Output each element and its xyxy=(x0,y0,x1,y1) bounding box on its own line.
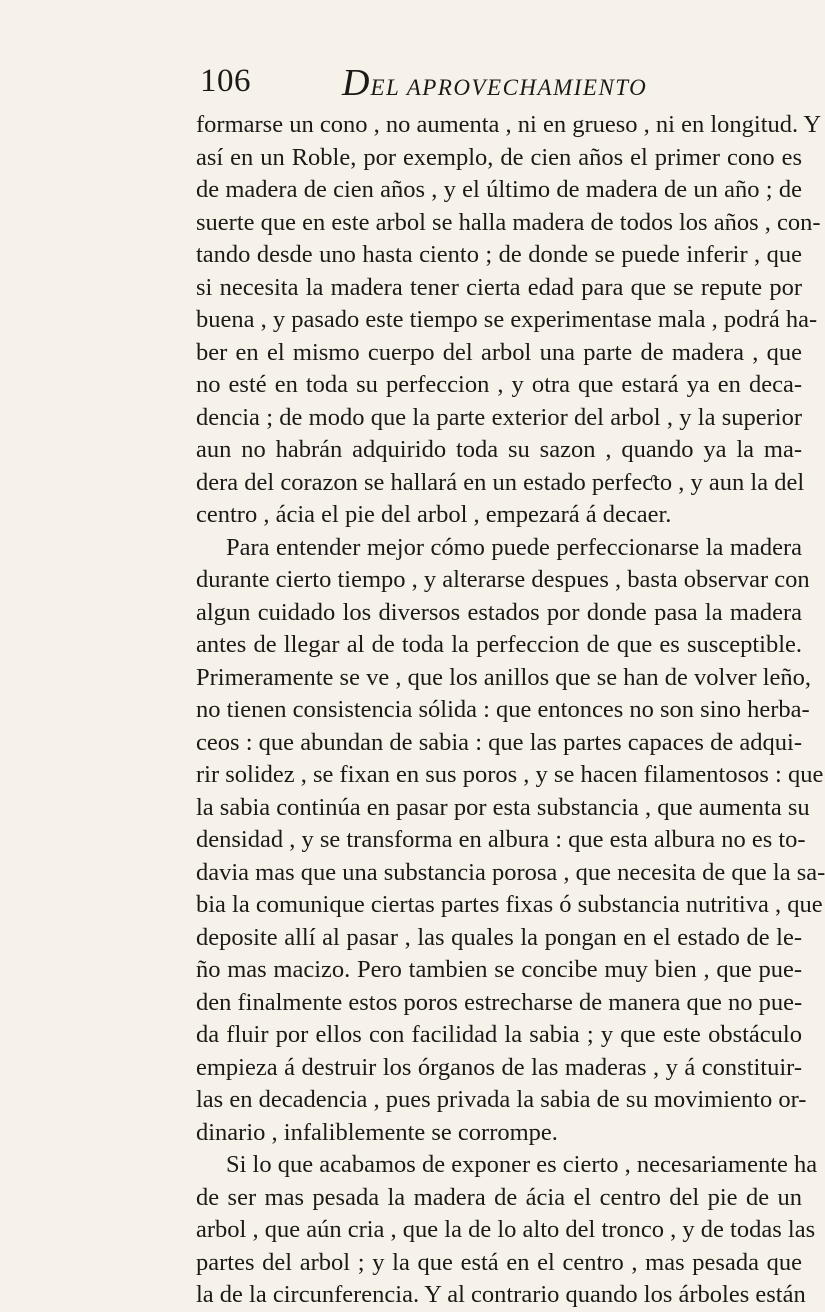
text-line: aun no habrán adquirido toda su sazon , quando ya la ma- xyxy=(196,436,802,463)
text-line: antes de llegar al de toda la perfeccion de que es susceptible. xyxy=(196,631,802,658)
running-title-initial: D xyxy=(342,62,371,104)
running-title-part-1: EL xyxy=(370,75,407,100)
text-line: no tienen consistencia sólida : que entonces no son sino herba- xyxy=(196,696,810,723)
running-title-part-2: APROVECHAMIENTO xyxy=(406,75,648,100)
text-line: deposite allí al pasar , las quales la pongan en el estado de le- xyxy=(196,923,802,951)
text-line: ber en el mismo cuerpo del arbol una parte de madera , que xyxy=(196,338,802,366)
paragraph-start-line: Si lo que acabamos de exponer es cierto , necesariamente ha xyxy=(226,1151,818,1178)
text-line: de ser mas pesada la madera de ácia el centro del pie de un xyxy=(196,1183,802,1211)
text-line: no esté en toda su perfeccion , y otra que estará ya en deca- xyxy=(196,371,802,398)
text-line: durante cierto tiempo , y alterarse despues , basta observar con xyxy=(196,566,810,593)
text-line: dencia ; de modo que la parte exterior del arbol , y la superior xyxy=(196,403,802,431)
text-line: arbol , que aún cria , que la de lo alto del tronco , y de todas las xyxy=(196,1216,816,1243)
page-number: 106 xyxy=(200,63,251,99)
text-line: davia mas que una substancia porosa , que necesita de que la sa- xyxy=(196,858,825,886)
text-line: buena , y pasado este tiempo se experimentase mala , podrá ha- xyxy=(196,306,818,333)
text-line: suerte que en este arbol se halla madera de todos los años , con- xyxy=(196,208,821,236)
text-line: la de la circunferencia. Y al contrario quando los árboles están xyxy=(196,1281,806,1308)
text-line: formarse un cono , no aumenta , ni en grueso , ni en longitud. Y xyxy=(196,111,822,138)
text-line: den finalmente estos poros estrecharse de manera que no pue- xyxy=(196,988,803,1016)
text-line: dinario , infaliblemente se corrompe. xyxy=(196,1118,558,1146)
text-line: rir solidez , se fixan en sus poros , y se hacen filamentosos : que xyxy=(196,761,824,788)
text-line: Primeramente se ve , que los anillos que se han de volver leño, xyxy=(196,663,812,691)
text-line: densidad , y se transforma en albura : que esta albura no es to- xyxy=(196,826,806,853)
paragraph-start-line: Para entender mejor cómo puede perfeccionarse la madera xyxy=(226,533,802,561)
running-title xyxy=(342,61,647,105)
text-line: centro , ácia el pie del arbol , empezará á decaer. xyxy=(196,501,672,528)
text-line: partes del arbol ; y la que está en el centro , mas pesada que xyxy=(196,1248,802,1276)
text-line: tando desde uno hasta ciento ; de donde se puede inferir , que xyxy=(196,241,802,268)
text-line: así en un Roble, por exemplo, de cien años el primer cono es xyxy=(196,143,802,171)
text-line: da fluir por ellos con facilidad la sabia ; y que este obstáculo xyxy=(196,1021,802,1048)
text-line: ceos : que abundan de sabia : que las partes capaces de adqui- xyxy=(196,728,802,756)
text-line: empieza á destruir los órganos de las maderas , y á constituir- xyxy=(196,1053,802,1081)
text-line: de madera de cien años , y el último de madera de un año ; de xyxy=(196,176,802,203)
text-line: algun cuidado los diversos estados por donde pasa la madera xyxy=(196,598,802,626)
text-line: bia la comunique ciertas partes fixas ó substancia nutritiva , que xyxy=(196,891,823,918)
text-line: la sabia continúa en pasar por esta substancia , que aumenta su xyxy=(196,793,810,821)
page-header xyxy=(200,57,660,103)
body-text xyxy=(196,109,825,1312)
text-line: dera del corazon se hallará en un estado perfeƈto , y aun la del xyxy=(196,468,805,496)
text-line: las en decadencia , pues privada la sabia de su movimiento or- xyxy=(196,1086,807,1113)
text-line: si necesita la madera tener cierta edad para que se repute por xyxy=(196,273,802,301)
text-line: ño mas macizo. Pero tambien se concibe muy bien , que pue- xyxy=(196,956,802,983)
